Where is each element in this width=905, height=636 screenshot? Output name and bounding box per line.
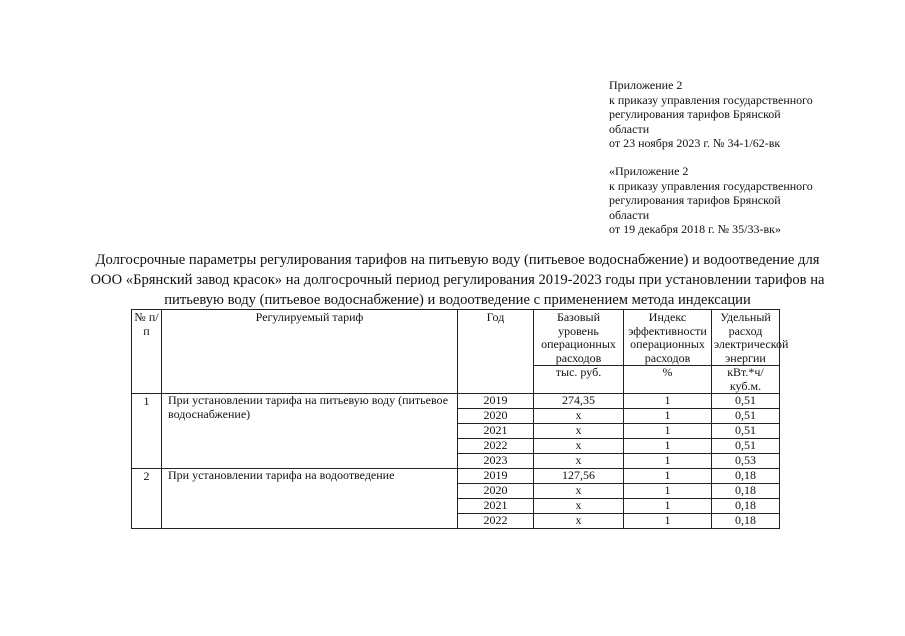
base-level-cell: 127,56 [534,469,624,484]
header-number: № п/п [132,310,162,394]
year-cell: 2020 [458,484,534,499]
unit-energy-consumption: кВт.*ч/куб.м. [712,366,780,394]
energy-consumption-cell: 0,51 [712,409,780,424]
base-level-cell: х [534,409,624,424]
efficiency-index-cell: 1 [624,409,712,424]
energy-consumption-cell: 0,18 [712,469,780,484]
header-year: Год [458,310,534,394]
efficiency-index-cell: 1 [624,484,712,499]
energy-consumption-cell: 0,51 [712,394,780,409]
year-cell: 2023 [458,454,534,469]
base-level-cell: х [534,439,624,454]
energy-consumption-cell: 0,18 [712,514,780,529]
appendix-line: «Приложение 2 [609,164,689,178]
appendix-line: регулирования тарифов Брянской [609,193,781,207]
unit-efficiency-index: % [624,366,712,394]
efficiency-index-cell: 1 [624,454,712,469]
appendix-line: области [609,207,650,222]
table-row [132,469,780,484]
energy-consumption-cell: 0,18 [712,499,780,514]
appendix-line: области [609,121,650,136]
header-tariff: Регулируемый тариф [162,310,458,394]
title-line: Долгосрочные параметры регулирования тарифов на питьевую воду (питьевое водоснабжение) и водоотведение для [95,252,820,268]
efficiency-index-cell: 1 [624,394,712,409]
energy-consumption-cell: 0,51 [712,424,780,439]
year-cell: 2020 [458,409,534,424]
tariff-name: При установлении тарифа на водоотведение [162,469,458,529]
appendix-line: регулирования тарифов Брянской [609,107,781,121]
row-number: 2 [132,469,162,529]
base-level-cell: х [534,514,624,529]
header-efficiency-index: Индекс эффективности операционных расходов [624,310,712,366]
row-number: 1 [132,394,162,469]
base-level-cell: 274,35 [534,394,624,409]
appendix-line: к приказу управления государственного [609,92,813,107]
efficiency-index-cell: 1 [624,499,712,514]
year-cell: 2022 [458,514,534,529]
appendix-header-current [609,78,889,151]
table-header-row [132,310,780,366]
appendix-line: от 19 декабря 2018 г. № 35/33-вк» [609,222,781,236]
efficiency-index-cell: 1 [624,469,712,484]
energy-consumption-cell: 0,53 [712,454,780,469]
efficiency-index-cell: 1 [624,514,712,529]
base-level-cell: х [534,424,624,439]
base-level-cell: х [534,499,624,514]
appendix-header-previous [609,164,889,237]
header-base-level: Базовый уровень операционных расходов [534,310,624,366]
tariff-parameters-table [131,309,789,529]
appendix-line: Приложение 2 [609,78,683,92]
efficiency-index-cell: 1 [624,439,712,454]
base-level-cell: х [534,484,624,499]
year-cell: 2021 [458,499,534,514]
title-line: питьевую воду (питьевое водоснабжение) и водоотведение с применением метода индексации [164,292,751,308]
appendix-line: к приказу управления государственного [609,178,813,193]
energy-consumption-cell: 0,51 [712,439,780,454]
year-cell: 2019 [458,469,534,484]
energy-consumption-cell: 0,18 [712,484,780,499]
year-cell: 2022 [458,439,534,454]
year-cell: 2021 [458,424,534,439]
document-title [40,250,875,310]
base-level-cell: х [534,454,624,469]
year-cell: 2019 [458,394,534,409]
header-energy-consumption: Удельный расход электрической энергии [712,310,780,366]
unit-base-level: тыс. руб. [534,366,624,394]
title-line: ООО «Брянский завод красок» на долгосрочный период регулирования 2019-2023 годы при установлении тарифов на [90,272,825,288]
table-row [132,394,780,409]
efficiency-index-cell: 1 [624,424,712,439]
appendix-line: от 23 ноября 2023 г. № 34-1/62-вк [609,136,781,150]
tariff-name: При установлении тарифа на питьевую воду (питьевое водоснабжение) [162,394,458,469]
